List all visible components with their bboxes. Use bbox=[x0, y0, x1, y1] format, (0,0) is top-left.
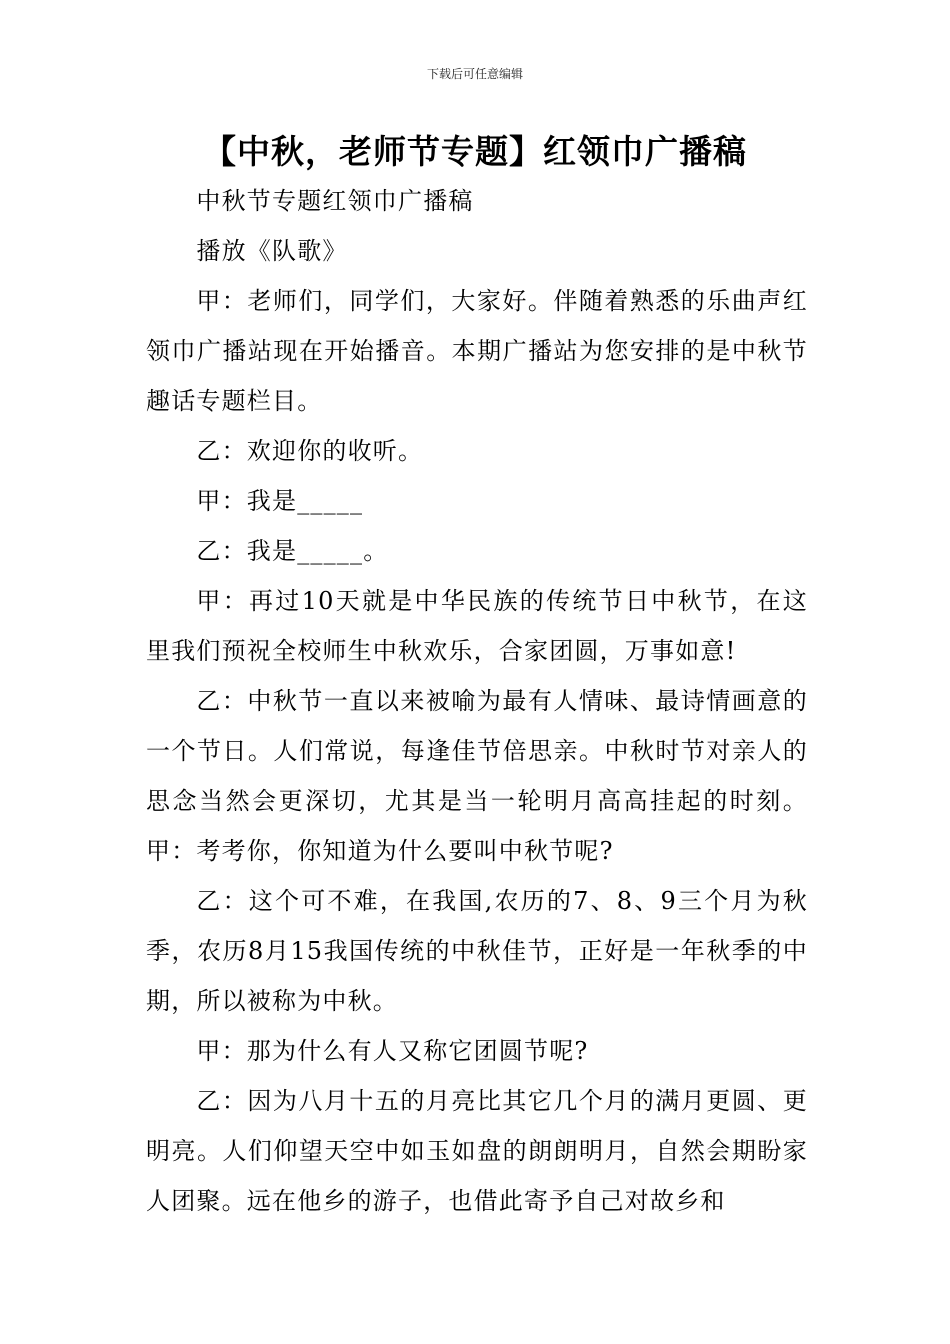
paragraph: 乙：这个可不难，在我国,农历的7、8、9三个月为秋季，农历8月15我国传统的中秋佳节，正好是一年秋季的中期，所以被称为中秋。 bbox=[146, 887, 808, 1015]
paragraph: 甲：我是_____ bbox=[196, 487, 364, 515]
paragraph: 乙：因为八月十五的月亮比其它几个月的满月更圆、更明亮。人们仰望天空中如玉如盘的朗朗明月，自然会期盼家人团聚。远在他乡的游子，也借此寄予自己对故乡和 bbox=[146, 1087, 808, 1215]
paragraph: 甲：老师们，同学们，大家好。伴随着熟悉的乐曲声红领巾广播站现在开始播音。本期广播站为您安排的是中秋节趣话专题栏目。 bbox=[146, 287, 808, 415]
header-note: 下载后可任意编辑 bbox=[426, 67, 523, 81]
paragraph: 乙：中秋节一直以来被喻为最有人情味、最诗情画意的一个节日。人们常说，每逢佳节倍思亲。中秋时节对亲人的思念当然会更深切，尤其是当一轮明月高高挂起的时刻。甲：考考你，你知道为什么要叫中秋节呢? bbox=[146, 687, 808, 865]
paragraph: 乙：欢迎你的收听。 bbox=[196, 437, 424, 465]
paragraph: 乙：我是_____。 bbox=[196, 537, 389, 565]
paragraph: 播放《队歌》 bbox=[196, 237, 348, 265]
paragraph: 中秋节专题红领巾广播稿 bbox=[196, 187, 474, 215]
paragraph: 甲：那为什么有人又称它团圆节呢? bbox=[196, 1037, 589, 1065]
document-title: 【中秋，老师节专题】红领巾广播稿 bbox=[203, 132, 747, 171]
document-body bbox=[146, 176, 808, 1226]
paragraph: 甲：再过10天就是中华民族的传统节日中秋节，在这里我们预祝全校师生中秋欢乐，合家团圆，万事如意! bbox=[146, 587, 808, 665]
